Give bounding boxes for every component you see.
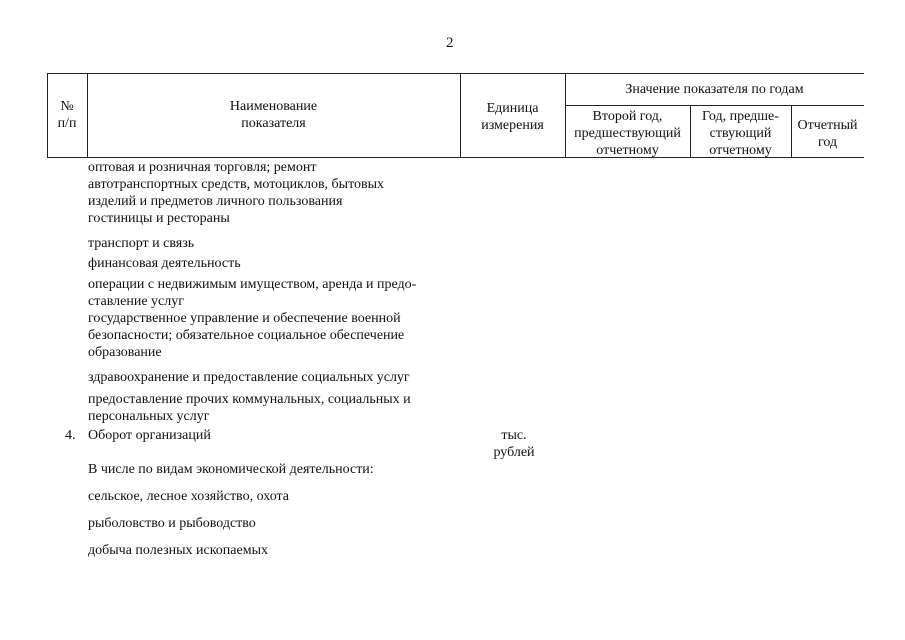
page-number: 2 bbox=[446, 35, 454, 51]
row-real-estate-line-3: государственное управление и обеспечение военной bbox=[88, 311, 401, 326]
row-trade-line-4: гостиницы и рестораны bbox=[88, 211, 230, 226]
table-header bbox=[47, 73, 864, 157]
header-num bbox=[47, 98, 87, 132]
item4-unit-line-2: рублей bbox=[493, 445, 535, 460]
item4-name: Оборот организаций bbox=[88, 428, 211, 443]
header-year-before-line-1: Год, предше- bbox=[702, 109, 779, 124]
item4-unit-line-1: тыс. bbox=[501, 428, 527, 443]
subrow-intro: В числе по видам экономической деятельности: bbox=[88, 462, 374, 477]
row-real-estate-line-5: образование bbox=[88, 345, 162, 360]
row-real-estate-line-2: ставление услуг bbox=[88, 294, 184, 309]
item4-unit bbox=[474, 427, 554, 461]
row-transport bbox=[88, 235, 241, 272]
row-health bbox=[88, 369, 410, 386]
subrow-mining: добыча полезных ископаемых bbox=[88, 543, 268, 558]
row-real-estate-line-4: безопасности; обязательное социальное обеспечение bbox=[88, 328, 405, 343]
header-unit-line-2: измерения bbox=[481, 118, 544, 133]
row-trade-line-1: оптовая и розничная торговля; ремонт bbox=[88, 160, 317, 175]
header-year-before-line-2: ствующий bbox=[709, 126, 772, 141]
item4-number: 4. bbox=[65, 428, 76, 443]
row-transport-line-1: транспорт и связь bbox=[88, 236, 195, 251]
header-year-2-before-line-2: предшествующий bbox=[574, 126, 681, 141]
row-other-services bbox=[88, 391, 411, 425]
row-health-line-1: здравоохранение и предоставление социальных услуг bbox=[88, 370, 410, 385]
header-year-2-before-line-3: отчетному bbox=[596, 143, 659, 158]
header-reporting-year-line-1: Отчетный bbox=[797, 118, 858, 133]
row-transport-line-2: финансовая деятельность bbox=[88, 256, 241, 271]
header-num-line-1: № bbox=[60, 99, 74, 114]
row-trade bbox=[88, 159, 384, 227]
header-year-2-before bbox=[565, 108, 690, 159]
header-values-group: Значение показателя по годам bbox=[625, 82, 804, 97]
header-reporting-year-line-2: год bbox=[817, 135, 838, 150]
table-top-border bbox=[47, 73, 864, 74]
header-year-before-line-3: отчетному bbox=[709, 143, 772, 158]
header-unit-line-1: Единица bbox=[486, 101, 539, 116]
row-real-estate bbox=[88, 276, 416, 361]
header-name-line-1: Наименование bbox=[229, 99, 318, 114]
row-real-estate-line-1: операции с недвижимым имуществом, аренда и предо- bbox=[88, 277, 417, 292]
values-group-divider bbox=[565, 105, 864, 106]
header-year-before bbox=[690, 108, 791, 159]
row-trade-line-3: изделий и предметов личного пользования bbox=[88, 194, 343, 209]
header-year-2-before-line-1: Второй год, bbox=[592, 109, 663, 124]
header-name bbox=[87, 98, 460, 132]
row-other-services-line-2: персональных услуг bbox=[88, 409, 210, 424]
subrow-agriculture: сельское, лесное хозяйство, охота bbox=[88, 489, 290, 504]
row-other-services-line-1: предоставление прочих коммунальных, социальных и bbox=[88, 392, 411, 407]
row-trade-line-2: автотранспортных средств, мотоциклов, бытовых bbox=[88, 177, 385, 192]
subrow-fishing: рыболовство и рыбоводство bbox=[88, 516, 256, 531]
header-num-line-2: п/п bbox=[57, 116, 77, 131]
header-reporting-year bbox=[791, 117, 864, 151]
header-unit bbox=[460, 100, 565, 134]
header-name-line-2: показателя bbox=[241, 116, 306, 131]
